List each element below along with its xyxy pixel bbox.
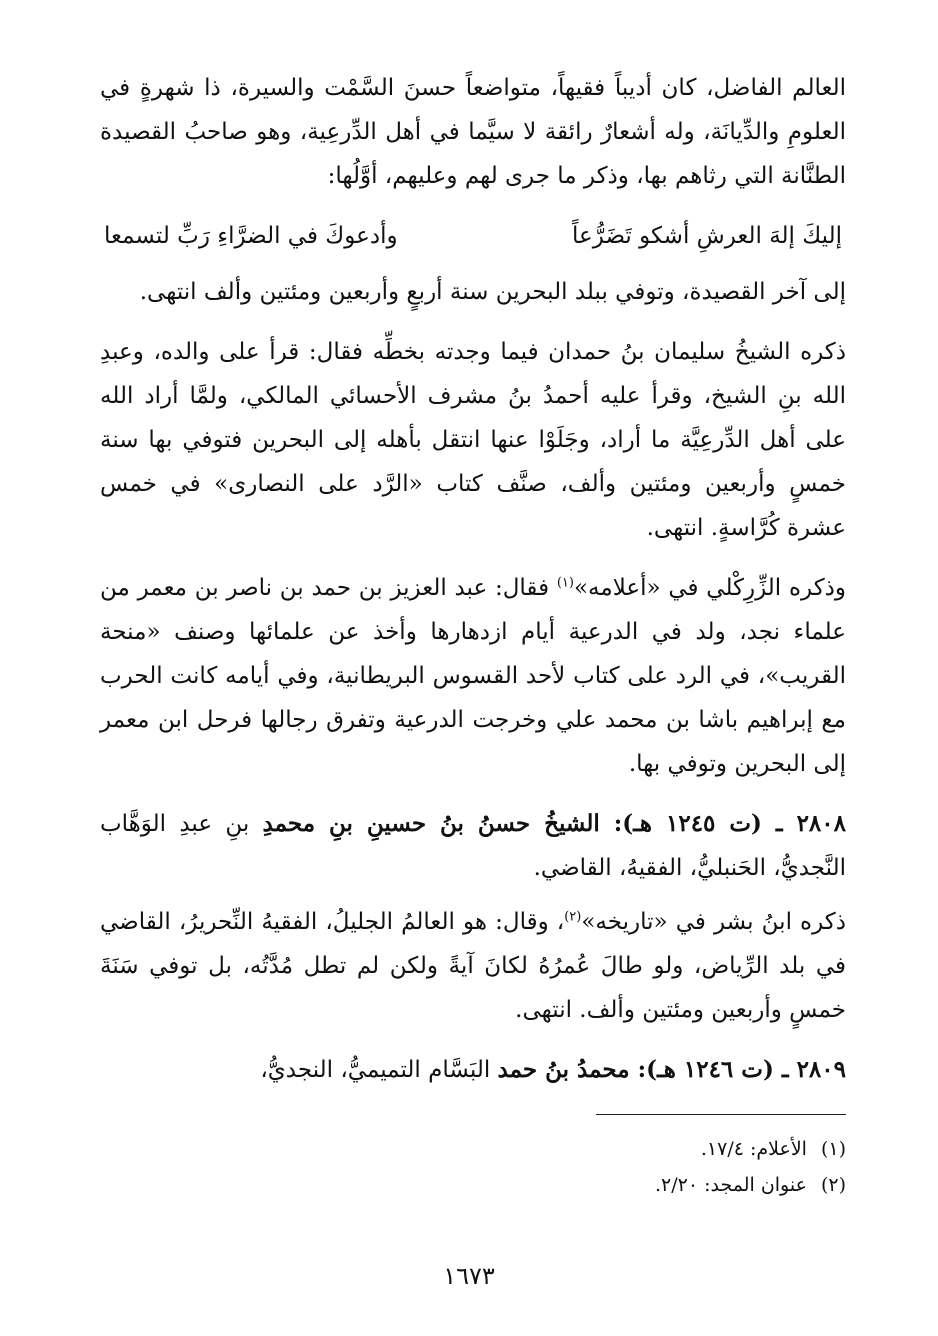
entry-2809-details: البَسَّام التميميُّ، النجديُّ، xyxy=(260,1057,498,1083)
footnote-ref-1: (١) xyxy=(556,575,574,591)
footnote-1-number: (١) xyxy=(820,1138,846,1160)
footnote-2 xyxy=(100,1167,846,1203)
entry-2808 xyxy=(100,802,846,890)
footnote-1-text: الأعلام: ١٧/٤. xyxy=(700,1138,807,1160)
entry-2808-details: بنِ عبدِ الوَهَّاب النَّجديُّ، الحَنبليُّ، الفقيهُ، القاضي. xyxy=(100,811,846,881)
entry-2808-heading: ٢٨٠٨ ـ (ت ١٢٤٥ هـ): الشيخُ حسنُ بنُ حسينِ بنِ محمدِ xyxy=(262,810,846,837)
paragraph-ibn-bishr xyxy=(100,900,846,1032)
ibn-bishr-text-start: ذكره ابنُ بشر في «تاريخه» xyxy=(581,909,846,935)
ibn-bishr-text-rest: ، وقال: هو العالمُ الجليلُ، الفقيهُ النِّحريرُ، القاضي في بلد الرِّياض، ولو طالَ عُمرُهُ لكانَ آيةً ولكن لم تطل مُدَّتُه، بل توفي سَنَةَ خمسٍ وأربعين ومئتين وألف. انتهى. xyxy=(100,909,846,1023)
footnote-2-text: عنوان المجد: ٢/٢٠. xyxy=(654,1174,807,1196)
paragraph-ibn-hamdan: ذكره الشيخُ سليمان بنُ حمدان فيما وجدته بخطِّه فقال: قرأ على والده، وعبدِ الله بنِ الشيخ، وقرأ عليه أحمدُ بنُ مشرف الأحسائي المالكي، ولمَّا أراد الله على أهل الدِّرعِيَّة ما أراد، وجَلَوْا عنها انتقل بأهله إلى البحرين فتوفي بها سنة خمسٍ وأربعين ومئتين وألف، صنَّف كتاب «الرَّد على النصارى» في خمس عشرة كُرَّاسةٍ. انتهى. xyxy=(100,339,846,541)
entry-2809-heading: ٢٨٠٩ ـ (ت ١٢٤٦ هـ): محمدُ بنُ حمد xyxy=(497,1056,846,1083)
footnote-2-number: (٢) xyxy=(820,1174,846,1196)
footnote-ref-2: (٢) xyxy=(564,909,582,925)
paragraph-intro: العالم الفاضل، كان أديباً فقيهاً، متواضعاً حسنَ السَّمْت والسيرة، ذا شهرةٍ في العلومِ والدِّيانَة، وله أشعارٌ رائقة لا سيَّما في أهل الدِّرعِية، وهو صاحبُ القصيدة الطنَّانة التي رثاهم بها، وذكر ما جرى لهم وعليهم، أوَّلُها: xyxy=(100,75,847,189)
verse-first-hemistich: إليكَ إلهَ العرشِ أشكو تَضَرُّعاً xyxy=(572,223,842,249)
zirikli-text-rest: فقال: عبد العزيز بن حمد بن ناصر بن معمر من علماء نجد، ولد في الدرعية أيام ازدهارها وأخذ عن علمائها وصنف «منحة القريب»، في الرد على كتاب لأحد القسوس البريطانية، وفي أيامه كانت الحرب مع إبراهيم باشا بن محمد علي وخرجت الدرعية وتفرق رجالها فرحل ابن معمر إلى البحرين وتوفي بها. xyxy=(100,575,846,777)
poem-verse xyxy=(100,214,846,258)
zirikli-text-start: وذكره الزِّرِكْلي في «أعلامه» xyxy=(573,575,846,601)
entry-2809 xyxy=(100,1048,846,1092)
paragraph-zirikli xyxy=(100,566,846,786)
paragraph-death-note: إلى آخر القصيدة، وتوفي ببلد البحرين سنة أربعٍ وأربعين ومئتين وألف انتهى. xyxy=(139,279,846,305)
page-number: ١٦٧٣ xyxy=(443,1262,495,1290)
footnote-1 xyxy=(100,1131,846,1167)
verse-second-hemistich: وأدعوكَ في الضرَّاءِ رَبِّ لتسمعا xyxy=(104,223,398,249)
footnote-divider xyxy=(596,1114,846,1115)
